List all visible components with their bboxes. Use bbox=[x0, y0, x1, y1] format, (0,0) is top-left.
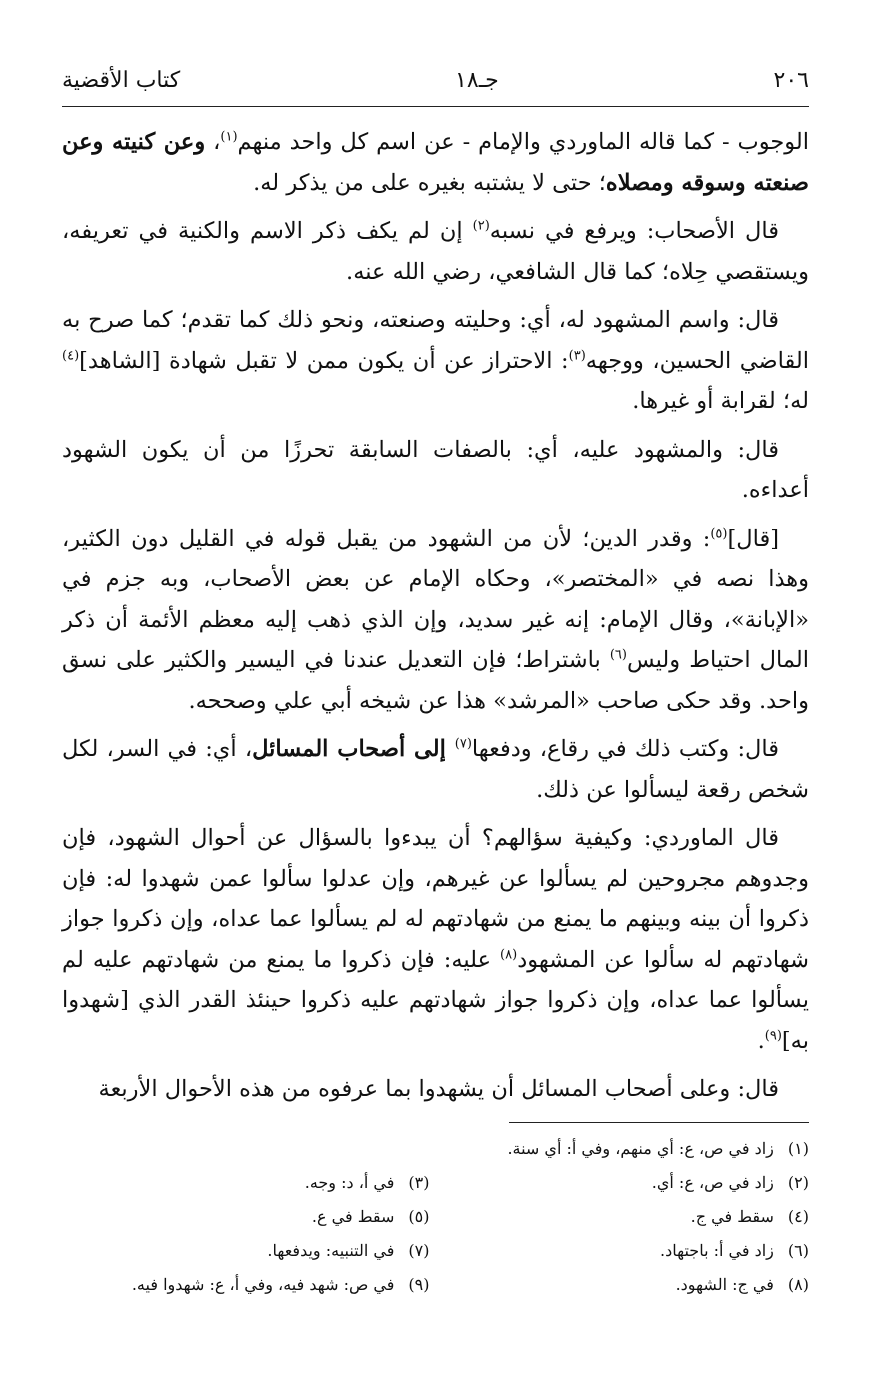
footnote-8 bbox=[450, 1268, 810, 1302]
bold-text: وعن كنيته وعن صنعته وسوقه ومصلاه bbox=[62, 129, 809, 196]
footnote-ref: (١) bbox=[220, 129, 238, 145]
footnote-text: في أ، د: وجه. bbox=[304, 1173, 395, 1192]
footnote-ref: (٨) bbox=[500, 947, 518, 962]
footnote-6 bbox=[450, 1234, 810, 1268]
footnote-ref: (٢) bbox=[472, 218, 490, 234]
book-title: كتاب الأقضية bbox=[62, 67, 181, 93]
footnote-number: (٩) bbox=[408, 1275, 430, 1294]
footnote-text: في التنبيه: ويدفعها. bbox=[267, 1241, 395, 1260]
text-run: قال الماوردي: وكيفية سؤالهم؟ أن يبدءوا بالسؤال عن أحوال الشهود، فإن وجدوهم مجروحين لم يسألوا عن غيرهم، وإن عدلوا سألوا عمن شهدوا له: فإن ذكروا أن بينه وبينهم ما يمنع من شهادتهم له لم يسألوا عما عداه، وإن ذكروا جواز شهادتهم له سألوا عن المشهود bbox=[62, 825, 809, 973]
bold-text: إلى أصحاب المسائل bbox=[252, 736, 455, 762]
footnote-ref: (٤) bbox=[62, 348, 80, 363]
footnote-text: في ج: الشهود. bbox=[675, 1275, 774, 1294]
paragraph-8 bbox=[62, 1069, 809, 1110]
footnote-ref: (٩) bbox=[764, 1028, 782, 1043]
footnote-number: (٨) bbox=[787, 1275, 809, 1294]
footnote-number: (٣) bbox=[408, 1173, 430, 1192]
footnote-7 bbox=[70, 1234, 430, 1268]
footnote-grid bbox=[70, 1166, 809, 1302]
paragraph-3 bbox=[62, 300, 809, 422]
footnote-1 bbox=[70, 1132, 809, 1166]
text-run: قال: واسم المشهود له، أي: وحليته وصنعته، ونحو ذلك كما تقدم؛ كما صرح به القاضي الحسين، ووجهه bbox=[62, 307, 809, 374]
paragraph-5 bbox=[62, 519, 809, 722]
paragraph-4 bbox=[62, 430, 809, 511]
paragraph-6 bbox=[62, 729, 809, 810]
footnote-text: زاد في ص، ع: أي منهم، وفي أ: أي سنة. bbox=[507, 1139, 774, 1158]
paragraph-7 bbox=[62, 818, 809, 1061]
text-run: : وقدر الدين؛ لأن من الشهود من يقبل قوله في القليل دون الكثير، وهذا نصه في «المختصر»، وحكاه الإمام عن بعض الأصحاب، وبه جزم في «الإبانة»، وقال الإمام: إنه غير سديد، وإن الذي ذهب إليه معظم الأئمة أن ذكر المال احتياط وليس bbox=[62, 525, 809, 673]
footnote-number: (٧) bbox=[408, 1241, 430, 1260]
text-run: قال الأصحاب: ويرفع في نسبه bbox=[489, 218, 779, 244]
text-run: قال: وعلى أصحاب المسائل أن يشهدوا بما عرفوه من هذه الأحوال الأربعة bbox=[98, 1076, 779, 1102]
text-run: باشتراط؛ فإن التعديل عندنا في اليسير والكثير على نسق واحد. وقد حكى صاحب «المرشد» هذا عن شيخه أبي علي وصححه. bbox=[62, 647, 809, 714]
text-run: قال: والمشهود عليه، أي: بالصفات السابقة تحرزًا من أن يكون الشهود أعداءه. bbox=[62, 436, 809, 503]
text-run: ، أي: في السر، لكل شخص رقعة ليسألوا عن ذلك. bbox=[62, 736, 809, 803]
text-run: ؛ حتى لا يشتبه بغيره على من يذكر له. bbox=[253, 169, 606, 196]
page-header bbox=[62, 60, 809, 100]
paragraph-1 bbox=[62, 122, 809, 203]
text-run: له؛ لقرابة أو غيرها. bbox=[632, 388, 809, 414]
footnotes bbox=[70, 1132, 809, 1302]
footnote-text: سقط في ع. bbox=[311, 1207, 395, 1226]
volume-label: جـ١٨ bbox=[455, 67, 499, 93]
text-run: الوجوب - كما قاله الماوردي والإمام - عن اسم كل واحد منهم bbox=[237, 129, 809, 155]
text-run: [قال] bbox=[727, 525, 779, 552]
footnote-text: سقط في ج. bbox=[690, 1207, 774, 1226]
footnote-number: (٥) bbox=[408, 1207, 430, 1226]
footnote-ref: (٣) bbox=[568, 348, 586, 363]
footnote-text: زاد في ص، ع: أي. bbox=[651, 1173, 774, 1192]
text-run: إن لم يكف ذكر الاسم والكنية في تعريفه، ويستقصي حِلاه؛ كما قال الشافعي، رضي الله عنه. bbox=[62, 218, 809, 285]
main-text bbox=[62, 122, 809, 1118]
footnote-ref: (٥) bbox=[710, 526, 728, 541]
footnote-number: (٦) bbox=[787, 1241, 809, 1260]
header-divider bbox=[62, 106, 809, 107]
footnote-text: زاد في أ: باجتهاد. bbox=[660, 1241, 774, 1260]
footnote-2 bbox=[450, 1166, 810, 1200]
text-run: ، bbox=[205, 129, 221, 155]
text-run: عليه: فإن ذكروا ما يمنع من شهادتهم عليه لم يسألوا عما عداه، وإن ذكروا جواز شهادتهم عليه ذكروا حينئذ القدر الذي [شهدوا به] bbox=[62, 946, 809, 1054]
text-run: . bbox=[757, 1027, 765, 1054]
footnote-5 bbox=[70, 1200, 430, 1234]
paragraph-2 bbox=[62, 211, 809, 292]
footnote-ref: (٧) bbox=[454, 736, 472, 752]
footnote-4 bbox=[450, 1200, 810, 1234]
footnote-number: (١) bbox=[787, 1139, 809, 1158]
footnote-number: (٤) bbox=[787, 1207, 809, 1226]
footnote-9 bbox=[70, 1268, 430, 1302]
footnote-3 bbox=[70, 1166, 430, 1200]
footnote-text: في ص: شهد فيه، وفي أ، ع: شهدوا فيه. bbox=[131, 1275, 395, 1294]
text-run: : الاحتراز عن أن يكون ممن لا تقبل شهادة [الشاهد] bbox=[79, 347, 569, 374]
footnote-ref: (٦) bbox=[609, 647, 627, 663]
page-number: ٢٠٦ bbox=[773, 67, 809, 93]
text-run: قال: وكتب ذلك في رقاع، ودفعها bbox=[471, 736, 779, 762]
footnote-divider bbox=[509, 1122, 809, 1123]
footnote-number: (٢) bbox=[787, 1173, 809, 1192]
